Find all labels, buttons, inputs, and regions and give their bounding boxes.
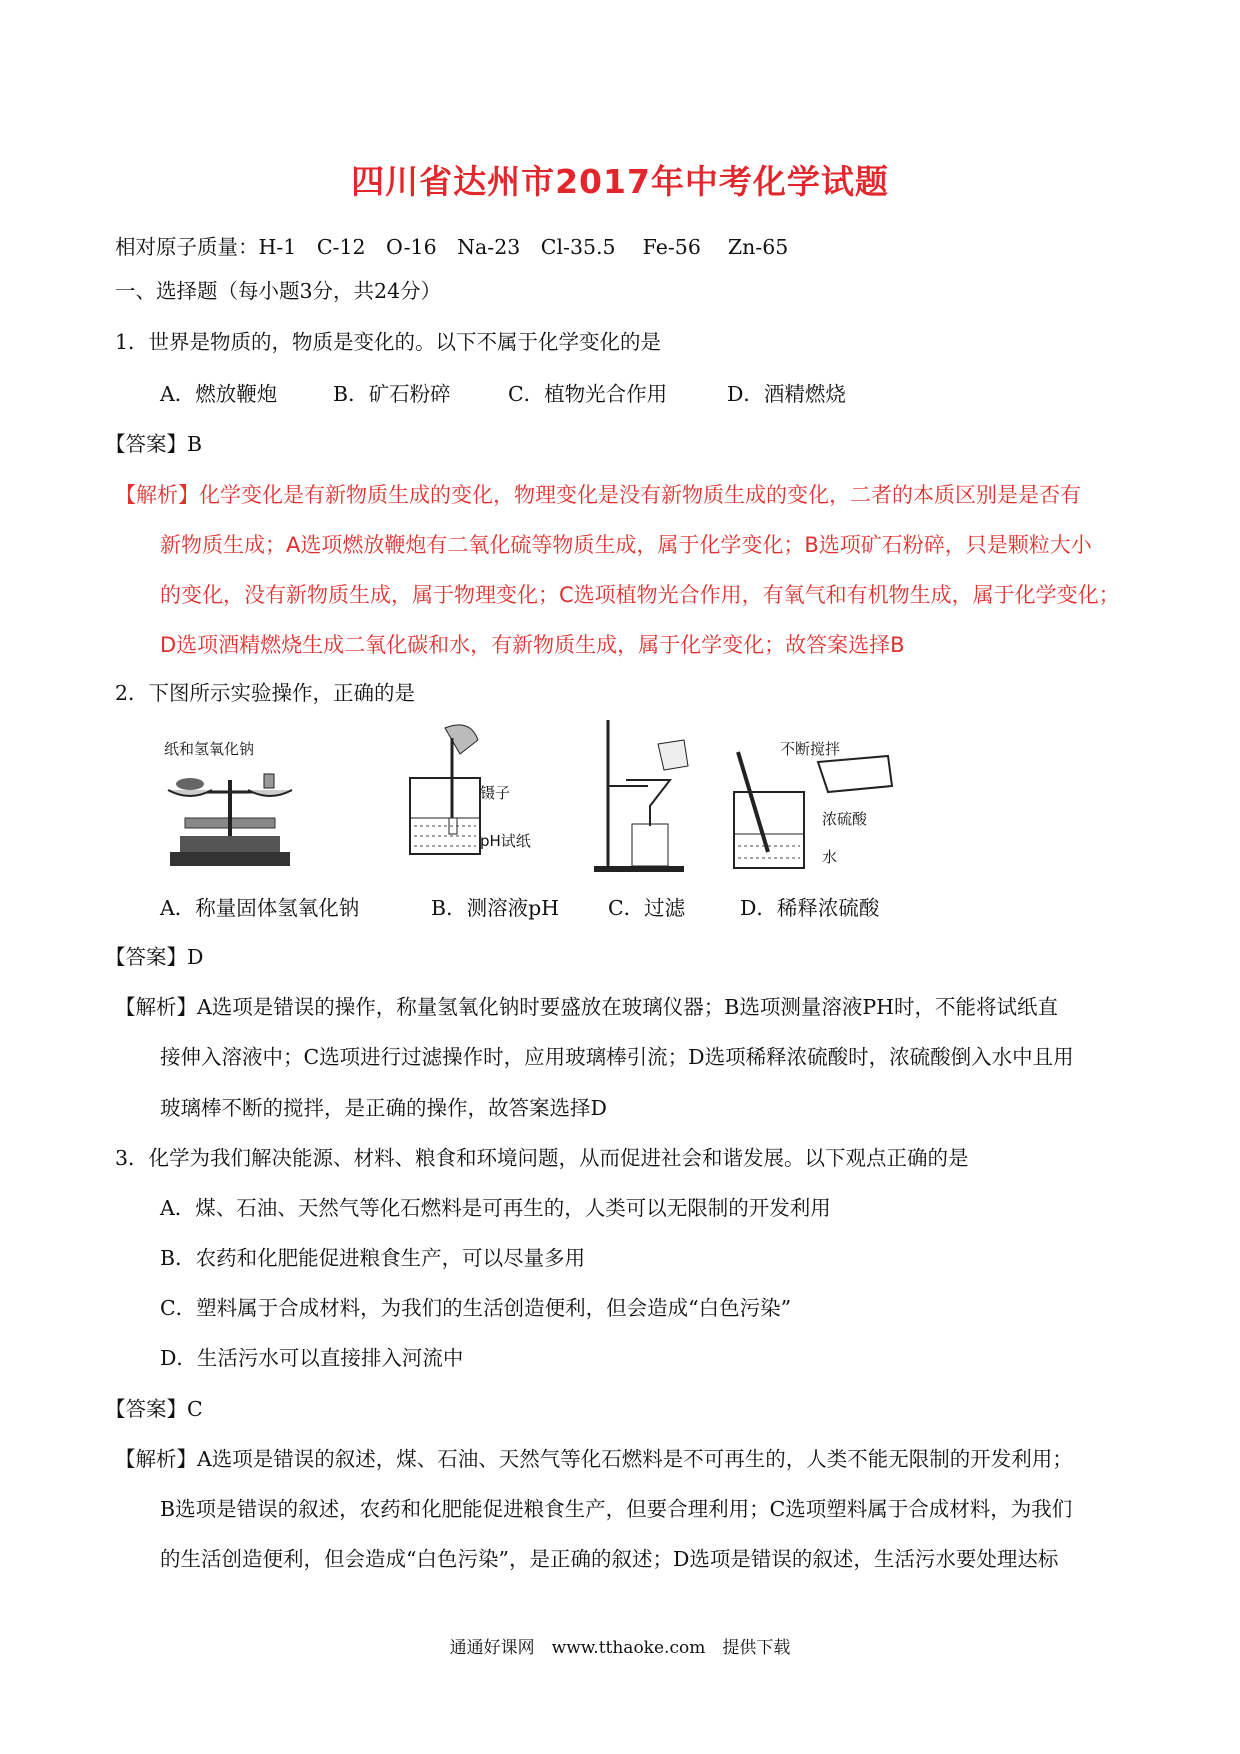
q2-analysis-line-3: 玻璃棒不断的搅拌，是正确的操作，故答案选择D [160,1096,607,1120]
section-heading: 一、选择题（每小题3分，共24分） [115,279,442,303]
q2-answer: 【答案】D [105,945,204,969]
figure-label-ph-paper: pH试纸 [480,832,531,850]
page-title: 四川省达州市2017年中考化学试题 [351,162,889,201]
q2-stem: 2．下图所示实验操作，正确的是 [115,681,416,705]
figure-balance [160,740,300,870]
q2-analysis-line-1: 【解析】A选项是错误的操作，称量氢氧化钠时要盛放在玻璃仪器；B选项测量溶液PH时，不能将试纸直 [115,995,1059,1019]
q2-option-b: B．测溶液pH [431,896,560,920]
q3-option-d: D．生活污水可以直接排入河流中 [160,1346,464,1370]
q2-analysis-line-2: 接伸入溶液中；C选项进行过滤操作时，应用玻璃棒引流；D选项稀释浓硫酸时，浓硫酸倒入水中且用 [160,1045,1074,1069]
q2-option-c: C．过滤 [608,896,686,920]
footer: 通通好课网 www.tthaoke.com 提供下载 [449,1638,791,1658]
q1-analysis-line-1: 【解析】化学变化是有新物质生成的变化，物理变化是没有新物质生成的变化，二者的本质区别是是否有 [115,483,1081,507]
figure-label-stir: 不断搅拌 [780,740,841,758]
q1-option-a: A．燃放鞭炮 [160,382,278,406]
figure-label-a: 纸和氢氧化钠 [164,740,255,758]
q3-answer: 【答案】C [105,1397,203,1421]
q1-analysis-line-3: 的变化，没有新物质生成，属于物理变化；C选项植物光合作用，有氧气和有机物生成，属于化学变化； [160,583,1120,607]
q1-answer: 【答案】B [105,432,203,456]
q2-option-a: A．称量固体氢氧化钠 [160,896,360,920]
q1-analysis-line-4: D选项酒精燃烧生成二氧化碳和水，有新物质生成，属于化学变化；故答案选择B [160,633,905,657]
figure-label-acid: 浓硫酸 [822,810,868,828]
q3-analysis-line-3: 的生活创造便利，但会造成“白色污染”，是正确的叙述；D选项是错误的叙述，生活污水要处理达标 [160,1547,1059,1571]
q2-option-d: D．稀释浓硫酸 [740,896,880,920]
q1-stem: 1．世界是物质的，物质是变化的。以下不属于化学变化的是 [115,330,662,354]
q1-option-b: B．矿石粉碎 [333,382,451,406]
figure-dilution [728,742,898,872]
q3-option-b: B．农药和化肥能促进粮食生产，可以尽量多用 [160,1246,586,1270]
figure-label-tweezers: 镊子 [480,784,511,802]
q3-stem: 3．化学为我们解决能源、材料、粮食和环境问题，从而促进社会和谐发展。以下观点正确的是 [115,1146,969,1170]
figure-label-water: 水 [822,848,838,866]
q1-option-d: D．酒精燃烧 [727,382,846,406]
q1-option-c: C．植物光合作用 [508,382,668,406]
q3-option-a: A．煤、石油、天然气等化石燃料是可再生的，人类可以无限制的开发利用 [160,1196,831,1220]
q3-analysis-line-1: 【解析】A选项是错误的叙述，煤、石油、天然气等化石燃料是不可再生的，人类不能无限制的开发利用； [115,1447,1073,1471]
q3-analysis-line-2: B选项是错误的叙述，农药和化肥能促进粮食生产，但要合理利用；C选项塑料属于合成材料，为我们 [160,1497,1073,1521]
figure-filtration [588,716,698,876]
q3-option-c: C．塑料属于合成材料，为我们的生活创造便利，但会造成“白色污染” [160,1296,792,1320]
atomic-mass-line: 相对原子质量：H-1 C-12 O-16 Na-23 Cl-35.5 Fe-56 Zn-65 [115,235,789,259]
q1-analysis-line-2: 新物质生成；A选项燃放鞭炮有二氧化硫等物质生成，属于化学变化；B选项矿石粉碎，只是颗粒大小 [160,533,1092,557]
